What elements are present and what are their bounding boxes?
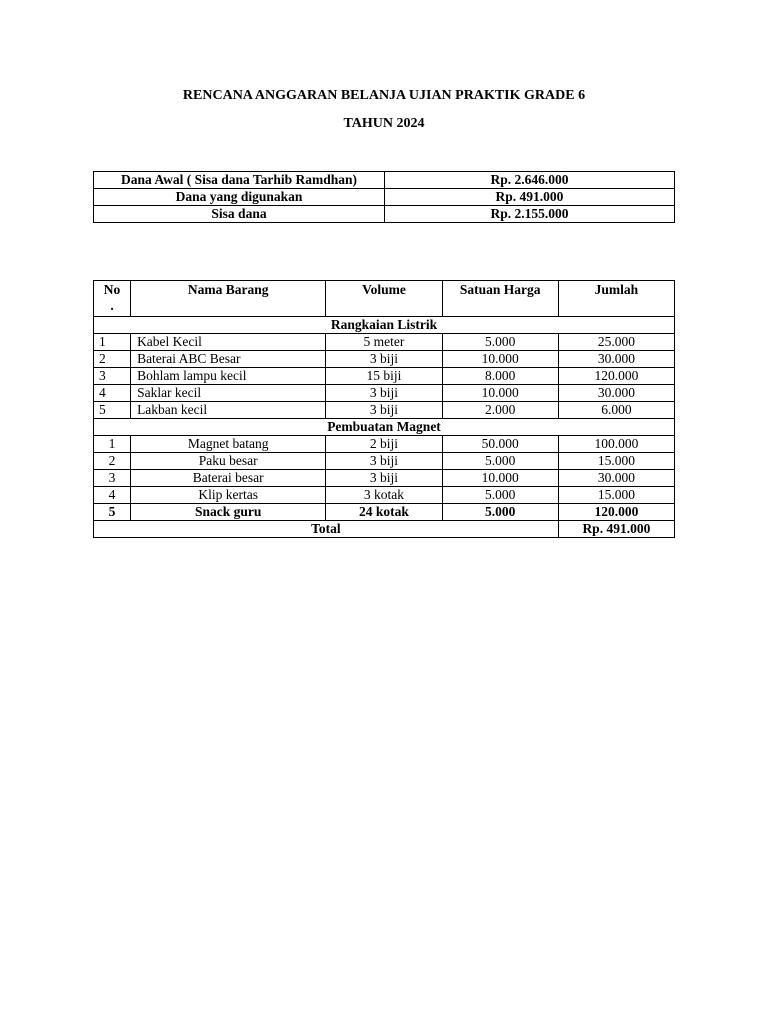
cell-volume: 2 biji <box>326 436 442 453</box>
cell-total: 100.000 <box>558 436 674 453</box>
cell-unit-price: 50.000 <box>442 436 558 453</box>
table-total-row <box>94 521 675 538</box>
cell-name: Snack guru <box>131 504 326 521</box>
summary-row-remaining-funds <box>94 206 675 223</box>
cell-unit-price: 10.000 <box>442 470 558 487</box>
cell-name: Baterai besar <box>131 470 326 487</box>
section-row-rangkaian-listrik <box>94 317 675 334</box>
table-row <box>94 487 675 504</box>
cell-name: Saklar kecil <box>131 385 326 402</box>
total-label: Total <box>94 521 559 538</box>
cell-volume: 3 biji <box>326 351 442 368</box>
cell-total: 6.000 <box>558 402 674 419</box>
cell-unit-price: 8.000 <box>442 368 558 385</box>
table-row <box>94 385 675 402</box>
cell-unit-price: 5.000 <box>442 487 558 504</box>
header-volume: Volume <box>326 281 442 317</box>
cell-no: 4 <box>94 385 131 402</box>
cell-total: 30.000 <box>558 385 674 402</box>
cell-no: 2 <box>94 453 131 470</box>
cell-total: 120.000 <box>558 504 674 521</box>
cell-total: 30.000 <box>558 470 674 487</box>
cell-name: Kabel Kecil <box>131 334 326 351</box>
cell-volume: 3 biji <box>326 453 442 470</box>
header-total: Jumlah <box>558 281 674 317</box>
summary-value: Rp. 2.646.000 <box>385 172 675 189</box>
table-row <box>94 402 675 419</box>
header-no-dot: . <box>110 297 114 313</box>
cell-unit-price: 2.000 <box>442 402 558 419</box>
cell-unit-price: 5.000 <box>442 334 558 351</box>
summary-label: Dana yang digunakan <box>94 189 385 206</box>
cell-no: 5 <box>94 504 131 521</box>
cell-no: 5 <box>94 402 131 419</box>
table-row <box>94 504 675 521</box>
table-row <box>94 436 675 453</box>
cell-name: Baterai ABC Besar <box>131 351 326 368</box>
section-title: Pembuatan Magnet <box>94 419 675 436</box>
cell-volume: 15 biji <box>326 368 442 385</box>
cell-total: 30.000 <box>558 351 674 368</box>
table-row <box>94 351 675 368</box>
cell-unit-price: 10.000 <box>442 351 558 368</box>
cell-volume: 24 kotak <box>326 504 442 521</box>
cell-no: 1 <box>94 334 131 351</box>
document-subtitle-year: TAHUN 2024 <box>343 116 425 131</box>
table-header-row <box>94 281 675 317</box>
cell-total: 120.000 <box>558 368 674 385</box>
header-name: Nama Barang <box>131 281 326 317</box>
total-value: Rp. 491.000 <box>558 521 674 538</box>
cell-unit-price: 5.000 <box>442 504 558 521</box>
cell-volume: 3 biji <box>326 470 442 487</box>
cell-total: 25.000 <box>558 334 674 351</box>
cell-name: Magnet batang <box>131 436 326 453</box>
cell-volume: 5 meter <box>326 334 442 351</box>
cell-name: Lakban kecil <box>131 402 326 419</box>
cell-total: 15.000 <box>558 487 674 504</box>
cell-volume: 3 kotak <box>326 487 442 504</box>
cell-name: Bohlam lampu kecil <box>131 368 326 385</box>
table-row <box>94 334 675 351</box>
cell-name: Paku besar <box>131 453 326 470</box>
cell-volume: 3 biji <box>326 402 442 419</box>
cell-volume: 3 biji <box>326 385 442 402</box>
budget-summary-table <box>93 171 675 223</box>
summary-label: Sisa dana <box>94 206 385 223</box>
header-no <box>94 281 131 317</box>
table-row <box>94 368 675 385</box>
table-row <box>94 470 675 487</box>
document-title: RENCANA ANGGARAN BELANJA UJIAN PRAKTIK GRADE 6 <box>182 88 586 103</box>
summary-value: Rp. 491.000 <box>385 189 675 206</box>
header-no-label: No <box>103 282 121 297</box>
summary-label: Dana Awal ( Sisa dana Tarhib Ramdhan) <box>94 172 385 189</box>
cell-no: 1 <box>94 436 131 453</box>
items-budget-table <box>93 280 675 538</box>
summary-row-initial-funds <box>94 172 675 189</box>
section-title: Rangkaian Listrik <box>94 317 675 334</box>
cell-no: 3 <box>94 368 131 385</box>
cell-total: 15.000 <box>558 453 674 470</box>
cell-unit-price: 10.000 <box>442 385 558 402</box>
summary-row-funds-used <box>94 189 675 206</box>
cell-unit-price: 5.000 <box>442 453 558 470</box>
summary-value: Rp. 2.155.000 <box>385 206 675 223</box>
cell-no: 2 <box>94 351 131 368</box>
table-row <box>94 453 675 470</box>
header-unit-price: Satuan Harga <box>442 281 558 317</box>
cell-no: 3 <box>94 470 131 487</box>
cell-name: Klip kertas <box>131 487 326 504</box>
cell-no: 4 <box>94 487 131 504</box>
section-row-pembuatan-magnet <box>94 419 675 436</box>
